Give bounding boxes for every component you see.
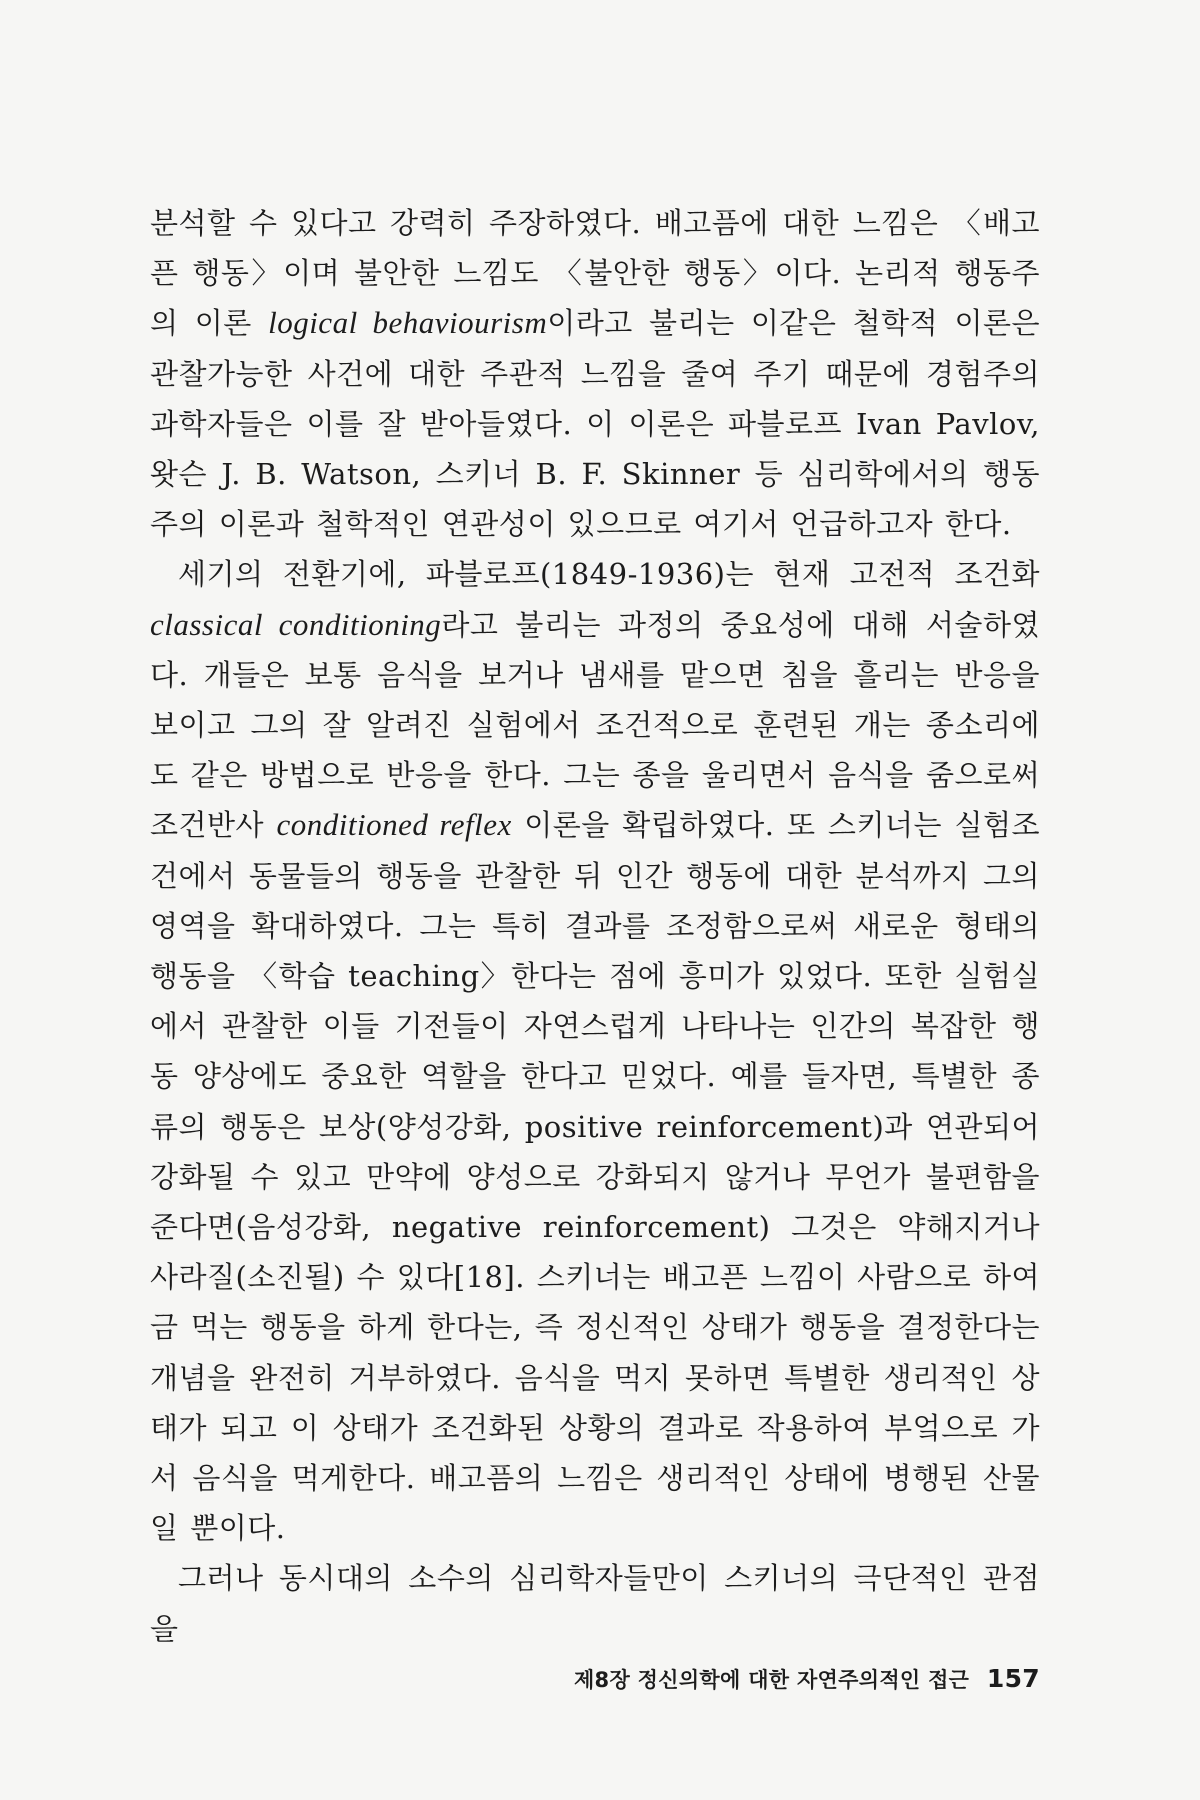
paragraph-2-text-a: 세기의 전환기에, 파블로프(1849-1936)는 현재 고전적 조건화: [178, 557, 1040, 592]
paragraph-3: 그러나 동시대의 소수의 심리학자들만이 스키너의 극단적인 관점을: [150, 1561, 1040, 1646]
page-number: 157: [986, 1664, 1040, 1693]
paragraph-2-text-b: 라고 불리는 과정의 중요성에 대해 서술하였다. 개들은 보통 음식을 보거나 냄새를 맡으면 침을 흘리는 반응을 보이고 그의 잘 알려진 실험에서 조건적으로 훈련된 개는 종소리에도 같은 방법으로 반응을 한다. 그는 종을 울리면서 음식을 줌으로써 조건반사: [150, 607, 1040, 843]
paragraph-1-text-a: 분석할 수 있다고 강력히 주장하였다. 배고픔에 대한 느낌은 〈배고픈 행동〉이며 불안한 느낌도 〈불안한 행동〉이다. 논리적 행동주의 이론: [150, 206, 1040, 341]
page-body: [150, 198, 1040, 1654]
paragraph-1: [150, 198, 1040, 549]
paragraph-2: [150, 549, 1040, 1553]
term-classical-conditioning: classical conditioning: [150, 606, 442, 642]
running-head: 제8장 정신의학에 대한 자연주의적인 접근: [573, 1668, 970, 1692]
term-conditioned-reflex: conditioned reflex: [276, 807, 512, 843]
page-footer: [150, 1664, 1040, 1694]
term-logical-behaviourism: logical behaviourism: [268, 305, 548, 341]
paragraph-2-text-c: 이론을 확립하였다. 또 스키너는 실험조건에서 동물들의 행동을 관찰한 뒤 인간 행동에 대한 분석까지 그의 영역을 확대하였다. 그는 특히 결과를 조정함으로써 새로운 형태의 행동을 〈학습 teaching〉한다는 점에 흥미가 있었다. 또한 실험실에서 관찰한 이들 기전들이 자연스럽게 나타나는 인간의 복잡한 행동 양상에도 중요한 역할을 한다고 믿었다. 예를 들자면, 특별한 종류의 행동은 보상(양성강화, positive reinforcement)과 연관되어 강화될 수 있고 만약에 양성으로 강화되지 않거나 무언가 불편함을 준다면(음성강화, negative reinforcement) 그것은 약해지거나 사라질(소진될) 수 있다[18]. 스키너는 배고픈 느낌이 사람으로 하여금 먹는 행동을 하게 한다는, 즉 정신적인 상태가 행동을 결정한다는 개념을 완전히 거부하였다. 음식을 먹지 못하면 특별한 생리적인 상태가 되고 이 상태가 조건화된 상황의 결과로 작용하여 부엌으로 가서 음식을 먹게한다. 배고픔의 느낌은 생리적인 상태에 병행된 산물일 뿐이다.: [150, 808, 1040, 1546]
paragraph-1-text-b: 이라고 불리는 이같은 철학적 이론은 관찰가능한 사건에 대한 주관적 느낌을 줄여 주기 때문에 경험주의 과학자들은 이를 잘 받아들였다. 이 이론은 파블로프 Ivan Pavlov, 왓슨 J. B. Watson, 스키너 B. F. Skinner 등 심리학에서의 행동주의 이론과 철학적인 연관성이 있으므로 여기서 언급하고자 한다.: [150, 306, 1040, 542]
